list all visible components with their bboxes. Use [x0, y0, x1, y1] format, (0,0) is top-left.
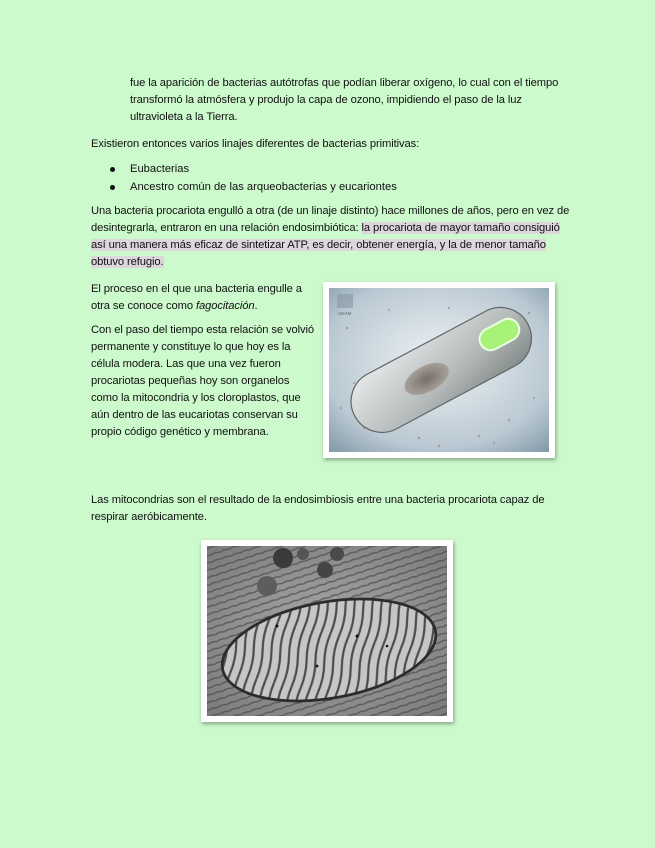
evolution-paragraph: Con el paso del tiempo esta relación se volvió permanente y constituye lo que hoy es la célula modera. Las que una vez fueron procariotas pequeñas hoy son organelos como la mitocondria y los cloroplastos, que aún dentro de las eucariotas conservan su propio código genético y membrana.	[91, 324, 315, 438]
bullet-icon	[110, 185, 115, 190]
highlighted-text: la procariota de mayor tamaño consiguió así una manera más eficaz de sintetizar ATP, es decir, obtener energía, y la de menor tamaño obtuvo refugio.	[91, 222, 560, 268]
svg-text:UNAM: UNAM	[338, 311, 352, 316]
list-item: Eubacterias	[107, 160, 397, 178]
mitochondria-micrograph	[201, 540, 453, 722]
bullet-icon	[110, 167, 115, 172]
phagocytosis-paragraph: El proceso en el que una bacteria engulle a otra se conoce como fagocitación.	[91, 283, 302, 312]
mitochondria-illustration	[207, 546, 447, 716]
mitochondria-paragraph: Las mitocondrias son el resultado de la endosimbiosis entre una bacteria procariota capaz de respirar aeróbicamente.	[91, 494, 545, 523]
bacteria-illustration	[329, 288, 549, 452]
logo-icon	[337, 294, 353, 308]
list-item: Ancestro común de las arqueobacterias y eucariontes	[107, 178, 397, 196]
lineage-list	[107, 160, 397, 196]
intro-paragraph: fue la aparición de bacterias autótrofas que podían liberar oxígeno, lo cual con el tiempo transformó la atmósfera y produjo la capa de ozono, impidiendo el paso de la luz ultravioleta a la Tierra.	[130, 77, 559, 123]
endosymbiosis-paragraph: Una bacteria procariota engulló a otra (de un linaje distinto) hace millones de años, pero en vez de desintegrarla, entraron en una relación endosimbiótica: la procariota de mayor tamaño consiguió así una manera más eficaz de sintetizar ATP, es decir, obtener energía, y la de menor tamaño obtuvo refugio.	[91, 205, 570, 268]
lineages-paragraph: Existieron entonces varios linajes diferentes de bacterias primitivas:	[91, 138, 420, 150]
phagocytosis-term: fagocitación	[195, 300, 255, 312]
bacteria-image	[323, 282, 555, 458]
